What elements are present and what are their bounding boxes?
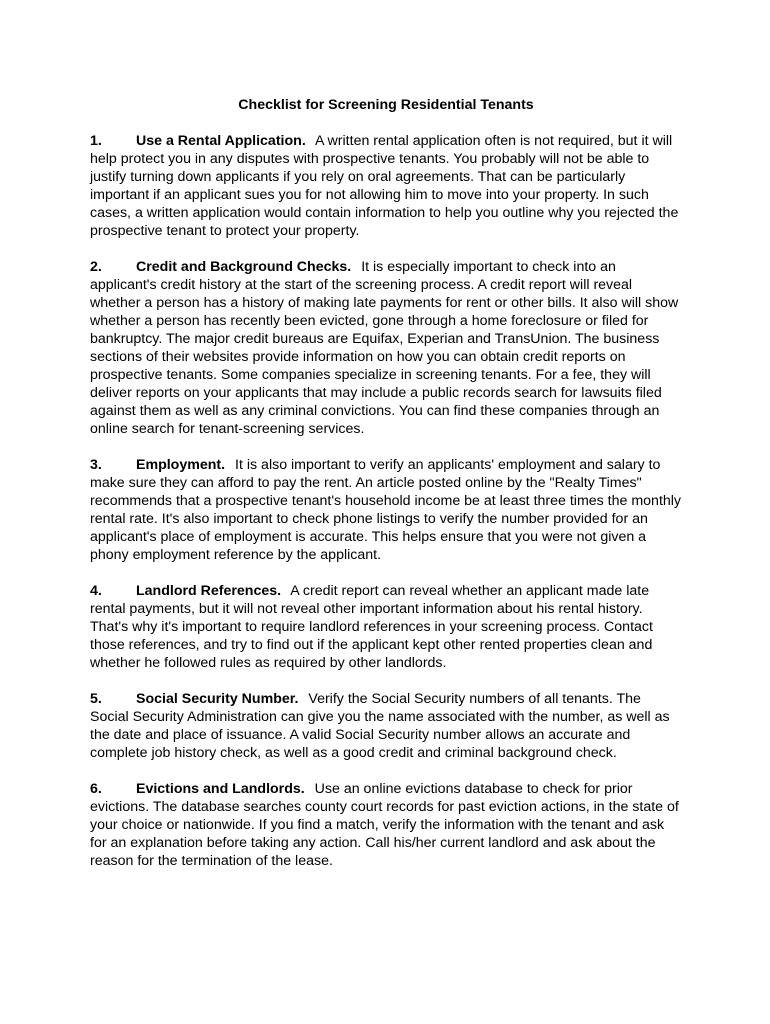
section-body: It is also important to verify an applicants' employment and salary to make sure they can afford to pay the rent. An article posted online by the "Realty Times" recommends that a prospective tenant's household income be at least three times the monthly rental rate. It's also important to check phone listings to verify the number provided for an applicant's place of employment is accurate. This helps ensure that you were not given a phony employment reference by the applicant.: [90, 457, 682, 563]
section-heading: Landlord References.: [136, 583, 282, 599]
section-body: Use an online evictions database to check for prior evictions. The database searches county court records for past eviction actions, in the state of your choice or nationwide. If you find a match, verify the information with the tenant and ask for an explanation before taking any action. Call his/her current landlord and ask about the reason for the termination of the lease.: [90, 781, 679, 869]
section-landlord-references: [90, 582, 682, 672]
section-credit-background: [90, 258, 682, 438]
section-rental-application: [90, 132, 682, 240]
section-number: 2.: [90, 259, 102, 275]
section-heading: Employment.: [136, 457, 226, 473]
section-number: 3.: [90, 457, 102, 473]
section-body: A credit report can reveal whether an applicant made late rental payments, but it will not reveal other important information about his rental history. That's why it's important to require landlord references in your screening process. Contact those references, and try to find out if the applicant kept other rented properties clean and whether he followed rules as required by other landlords.: [90, 583, 653, 671]
section-body: Verify the Social Security numbers of all tenants. The Social Security Administration can give you the name associated with the number, as well as the date and place of issuance. A valid Social Security number allows an accurate and complete job history check, as well as a good credit and criminal background check.: [90, 691, 670, 761]
section-social-security: [90, 690, 682, 762]
section-employment: [90, 456, 682, 564]
document-page: [90, 96, 682, 888]
section-body: It is especially important to check into an applicant's credit history at the start of the screening process. A credit report will reveal whether a person has a history of making late payments for rent or other bills. It also will show whether a person has recently been evicted, gone through a home foreclosure or filed for bankruptcy. The major credit bureaus are Equifax, Experian and TransUnion. The business sections of their websites provide information on how you can obtain credit reports on prospective tenants. Some companies specialize in screening tenants. For a fee, they will deliver reports on your applicants that may include a public records search for lawsuits filed against them as well as any criminal convictions. You can find these companies through an online search for tenant-screening services.: [90, 259, 679, 437]
section-number: 1.: [90, 133, 102, 149]
section-evictions: [90, 780, 682, 870]
section-heading: Social Security Number.: [136, 691, 299, 707]
section-number: 6.: [90, 781, 102, 797]
section-number: 5.: [90, 691, 102, 707]
document-title: Checklist for Screening Residential Tenants: [238, 97, 534, 113]
section-heading: Credit and Background Checks.: [136, 259, 352, 275]
section-body: A written rental application often is not required, but it will help protect you in any disputes with prospective tenants. You probably will not be able to justify turning down applicants if you rely on oral agreements. That can be particularly important if an applicant sues you for not allowing him to move into your property. In such cases, a written application would contain information to help you outline why you rejected the prospective tenant to protect your property.: [90, 133, 679, 239]
section-heading: Evictions and Landlords.: [136, 781, 305, 797]
section-heading: Use a Rental Application.: [136, 133, 306, 149]
section-number: 4.: [90, 583, 102, 599]
